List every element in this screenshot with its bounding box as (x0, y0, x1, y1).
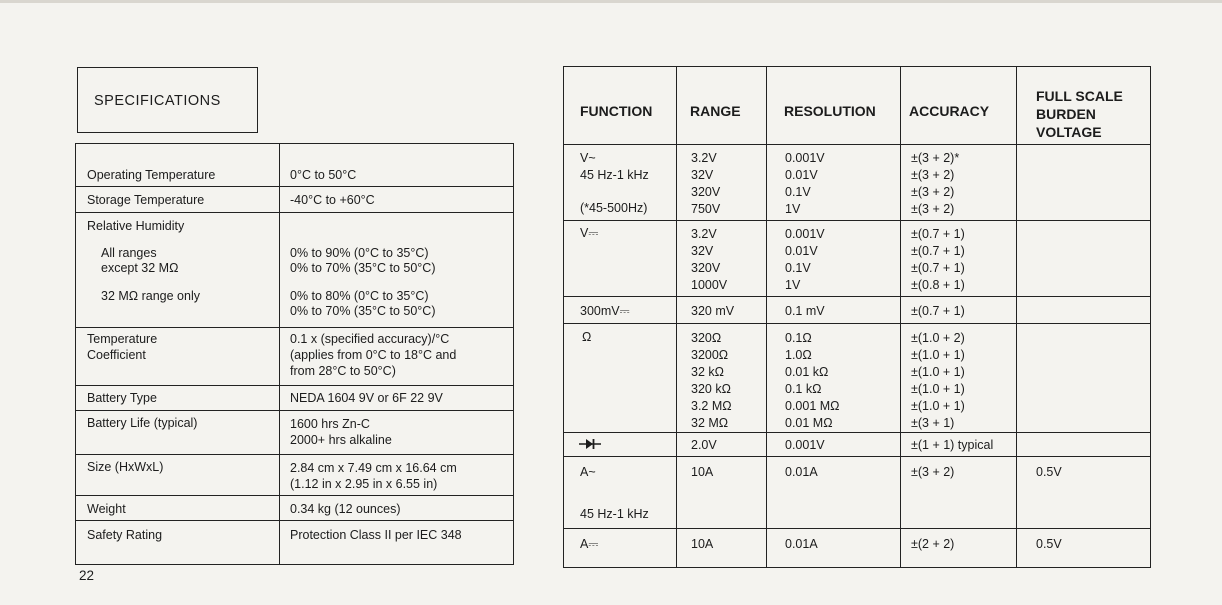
function-cell: Ω (582, 330, 592, 344)
spec-value: 0.1 x (specified accuracy)/°C (applies from 0°C to 18°C and from 28°C to 50°C) (290, 332, 457, 378)
header-range: RANGE (690, 103, 741, 119)
spec-table-divider (279, 143, 280, 565)
row-rule (563, 456, 1151, 457)
range-cell: 3.2V 32V 320V 1000V (691, 227, 728, 292)
spec-label: Relative Humidity (87, 219, 185, 233)
spec-row-rule (75, 410, 514, 411)
accuracy-cell: ±(1.0 + 2) ±(1.0 + 1) ±(1.0 + 1) ±(1.0 + 1) ±(1.0 + 1) ±(3 + 1) (911, 331, 965, 430)
header-accuracy: ACCURACY (909, 103, 990, 119)
function-table (563, 66, 1151, 568)
spec-value: -40°C to +60°C (290, 193, 375, 207)
function-cell: 300mV⎓ (580, 304, 630, 318)
range-cell: 10A (691, 465, 714, 479)
header-burden-voltage: FULL SCALE BURDEN VOLTAGE (1036, 88, 1123, 140)
column-divider (900, 66, 901, 568)
column-divider (1016, 66, 1017, 568)
range-cell: 320 mV (691, 304, 735, 318)
spec-label: Battery Life (typical) (87, 416, 198, 430)
page-spine (0, 0, 1222, 3)
spec-value: 0% to 80% (0°C to 35°C) 0% to 70% (35°C to 50°C) (290, 289, 436, 318)
spec-sublabel: 32 MΩ range only (101, 289, 200, 303)
spec-value: 0% to 90% (0°C to 35°C) 0% to 70% (35°C to 50°C) (290, 246, 436, 275)
spec-row-rule (75, 454, 514, 455)
header-rule (563, 144, 1151, 145)
resolution-cell: 0.001V 0.01V 0.1V 1V (785, 227, 825, 292)
function-cell: V~ 45 Hz-1 kHz (580, 151, 649, 182)
spec-row-rule (75, 520, 514, 521)
function-cell: A~ (580, 465, 596, 479)
function-note: 45 Hz-1 kHz (580, 507, 649, 521)
row-rule (563, 528, 1151, 529)
spec-value: 0.34 kg (12 ounces) (290, 502, 401, 516)
resolution-cell: 0.01A (785, 537, 818, 551)
accuracy-cell: ±(3 + 2)* ±(3 + 2) ±(3 + 2) ±(3 + 2) (911, 151, 960, 216)
accuracy-cell: ±(3 + 2) (911, 465, 955, 479)
burden-cell: 0.5V (1036, 465, 1062, 479)
accuracy-cell: ±(1 + 1) typical (911, 438, 994, 452)
spec-sublabel: All ranges except 32 MΩ (101, 246, 179, 275)
range-cell: 10A (691, 537, 714, 551)
spec-row-rule (75, 186, 514, 187)
column-divider (676, 66, 677, 568)
spec-label: Battery Type (87, 391, 157, 405)
row-rule (563, 220, 1151, 221)
spec-value: 2.84 cm x 7.49 cm x 16.64 cm (1.12 in x 2.95 in x 6.55 in) (290, 461, 457, 491)
diode-icon (579, 437, 601, 451)
row-rule (563, 432, 1151, 433)
resolution-cell: 0.001V (785, 438, 825, 452)
spec-value: NEDA 1604 9V or 6F 22 9V (290, 391, 443, 405)
row-rule (563, 323, 1151, 324)
resolution-cell: 0.1Ω 1.0Ω 0.01 kΩ 0.1 kΩ 0.001 MΩ 0.01 MΩ (785, 331, 840, 430)
accuracy-cell: ±(0.7 + 1) ±(0.7 + 1) ±(0.7 + 1) ±(0.8 + 1) (911, 227, 965, 292)
spec-label: Weight (87, 502, 126, 516)
spec-row-rule (75, 327, 514, 328)
spec-value: 1600 hrs Zn-C 2000+ hrs alkaline (290, 417, 392, 447)
spec-row-rule (75, 212, 514, 213)
spec-label: Safety Rating (87, 528, 163, 542)
spec-value: Protection Class II per IEC 348 (290, 528, 462, 542)
resolution-cell: 0.01A (785, 465, 818, 479)
spec-label: Size (HxWxL) (87, 460, 164, 474)
spec-label: Temperature Coefficient (87, 332, 158, 362)
column-divider (766, 66, 767, 568)
range-cell: 3.2V 32V 320V 750V (691, 151, 721, 216)
spec-label: Operating Temperature (87, 168, 216, 182)
function-cell: V⎓ (580, 226, 599, 240)
header-resolution: RESOLUTION (784, 103, 876, 119)
page-title: SPECIFICATIONS (94, 93, 221, 109)
burden-cell: 0.5V (1036, 537, 1062, 551)
range-cell: 2.0V (691, 438, 717, 452)
accuracy-cell: ±(2 + 2) (911, 537, 955, 551)
resolution-cell: 0.001V 0.01V 0.1V 1V (785, 151, 825, 216)
header-function: FUNCTION (580, 103, 653, 119)
resolution-cell: 0.1 mV (785, 304, 825, 318)
row-rule (563, 296, 1151, 297)
spec-value: 0°C to 50°C (290, 168, 357, 182)
function-cell: A⎓ (580, 537, 599, 551)
range-cell: 320Ω 3200Ω 32 kΩ 320 kΩ 3.2 MΩ 32 MΩ (691, 331, 732, 430)
function-note: (*45-500Hz) (580, 201, 648, 215)
spec-row-rule (75, 495, 514, 496)
accuracy-cell: ±(0.7 + 1) (911, 304, 965, 318)
page-number: 22 (79, 568, 95, 583)
spec-label: Storage Temperature (87, 193, 205, 207)
spec-row-rule (75, 385, 514, 386)
